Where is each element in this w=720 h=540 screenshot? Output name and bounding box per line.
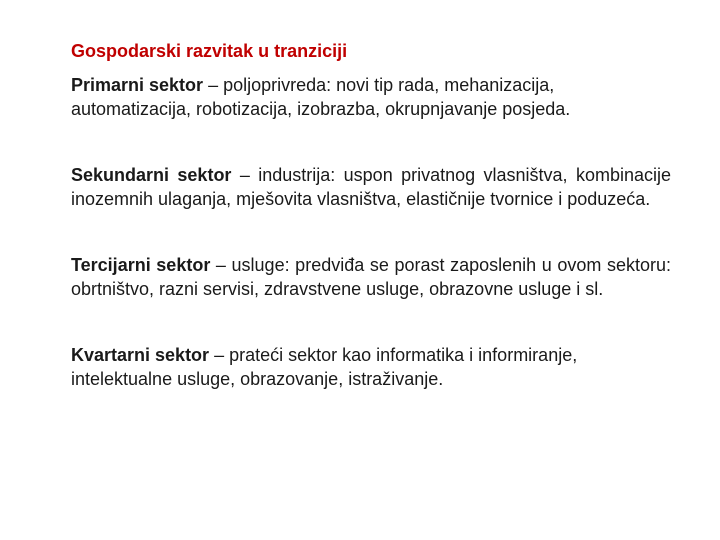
secondary-sector-paragraph <box>71 163 671 211</box>
primary-sector-text: – poljoprivreda: novi tip rada, mehanizacija, automatizacija, robotizacija, izobrazba, okrupnjavanje posjeda. <box>71 75 571 119</box>
slide-content <box>71 40 671 391</box>
quaternary-sector-paragraph <box>71 343 671 391</box>
tertiary-sector-term: Tercijarni sektor <box>71 255 211 275</box>
tertiary-sector-text: – usluge: predviđa se porast zaposlenih u ovom sektoru: obrtništvo, razni servisi, zdravstvene usluge, obrazovne usluge i sl. <box>71 255 671 299</box>
secondary-sector-text: – industrija: uspon privatnog vlasništva, kombinacije inozemnih ulaganja, mješovita vlasništva, elastičnije tvornice i poduzeća. <box>71 165 671 209</box>
primary-sector-term: Primarni sektor <box>71 75 204 95</box>
quaternary-sector-term: Kvartarni sektor <box>71 345 210 365</box>
primary-sector-paragraph <box>71 73 671 121</box>
quaternary-sector-text: – prateći sektor kao informatika i informiranje, intelektualne usluge, obrazovanje, istraživanje. <box>71 345 578 389</box>
secondary-sector-term: Sekundarni sektor <box>71 165 232 185</box>
slide-title: Gospodarski razvitak u tranziciji <box>71 41 348 61</box>
tertiary-sector-paragraph <box>71 253 671 301</box>
